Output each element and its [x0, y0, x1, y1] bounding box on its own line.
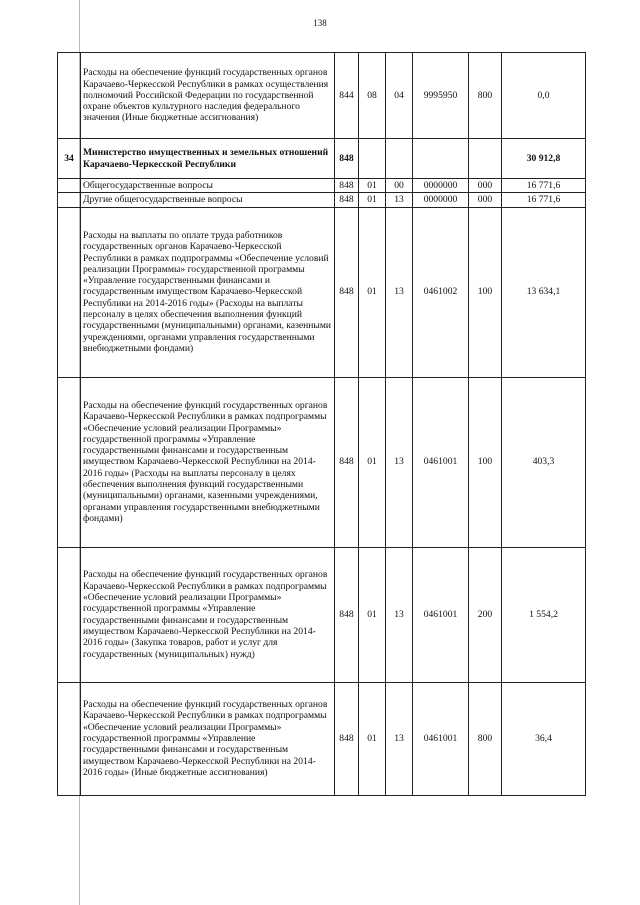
row-rz: 01: [359, 193, 386, 207]
row-vr: 800: [469, 53, 502, 139]
row-pr: 13: [386, 377, 413, 547]
row-sum: 1 554,2: [502, 547, 586, 682]
row-ved: 848: [335, 193, 359, 207]
row-csr: 0461001: [413, 547, 469, 682]
row-vr: 800: [469, 682, 502, 795]
row-number: [58, 207, 81, 377]
row-pr: 00: [386, 179, 413, 193]
row-pr: 13: [386, 547, 413, 682]
row-rz: 01: [359, 207, 386, 377]
row-csr: 0000000: [413, 193, 469, 207]
row-sum: 36,4: [502, 682, 586, 795]
row-csr: 0461002: [413, 207, 469, 377]
row-name: Министерство имущественных и земельных отношений Карачаево-Черкесской Республики: [81, 139, 335, 179]
table-row: [58, 179, 586, 193]
row-ved: 848: [335, 139, 359, 179]
row-sum: 16 771,6: [502, 193, 586, 207]
row-rz: [359, 139, 386, 179]
row-sum: 403,3: [502, 377, 586, 547]
row-sum: 13 634,1: [502, 207, 586, 377]
row-rz: 01: [359, 682, 386, 795]
row-csr: 0461001: [413, 377, 469, 547]
table-row: [58, 139, 586, 179]
row-sum: 0,0: [502, 53, 586, 139]
row-pr: 13: [386, 193, 413, 207]
row-ved: 848: [335, 547, 359, 682]
page-number: 138: [313, 18, 327, 28]
row-name: Расходы на обеспечение функций государственных органов Карачаево-Черкесской Республики в рамках осуществления полномочий Российской Федерации по государственной охране объектов культурного наследия федерального значения (Иные бюджетные ассигнования): [81, 53, 335, 139]
row-vr: 200: [469, 547, 502, 682]
row-number: [58, 377, 81, 547]
row-number: [58, 547, 81, 682]
row-ved: 848: [335, 377, 359, 547]
row-csr: [413, 139, 469, 179]
row-vr: 100: [469, 377, 502, 547]
row-csr: 0000000: [413, 179, 469, 193]
row-rz: 01: [359, 179, 386, 193]
row-pr: 13: [386, 682, 413, 795]
row-name: Общегосударственные вопросы: [81, 179, 335, 193]
row-ved: 844: [335, 53, 359, 139]
row-sum: 30 912,8: [502, 139, 586, 179]
row-csr: 0461001: [413, 682, 469, 795]
row-name: Расходы на обеспечение функций государственных органов Карачаево-Черкесской Республики в рамках подпрограммы «Обеспечение условий реализации Программы» государственной программы «Управление государственными финансами и государственным имуществом Карачаево-Черкесской Республики на 2014-2016 годы» (Закупка товаров, работ и услуг для государственных (муниципальных) нужд): [81, 547, 335, 682]
row-vr: [469, 139, 502, 179]
row-vr: 000: [469, 193, 502, 207]
row-number: [58, 179, 81, 193]
table-row: [58, 547, 586, 682]
row-name: Другие общегосударственные вопросы: [81, 193, 335, 207]
row-number: [58, 193, 81, 207]
row-rz: 01: [359, 377, 386, 547]
row-ved: 848: [335, 682, 359, 795]
row-pr: 04: [386, 53, 413, 139]
row-rz: 08: [359, 53, 386, 139]
row-pr: [386, 139, 413, 179]
row-name: Расходы на обеспечение функций государственных органов Карачаево-Черкесской Республики в рамках подпрограммы «Обеспечение условий реализации Программы» государственной программы «Управление государственными финансами и государственным имуществом Карачаево-Черкесской Республики на 2014-2016 годы» (Расходы на выплаты персоналу в целях обеспечения выполнения функций государственными (муниципальными) органами, казенными учреждениями, органами управления государственными внебюджетными фондами): [81, 377, 335, 547]
row-csr: 9995950: [413, 53, 469, 139]
row-vr: 100: [469, 207, 502, 377]
row-number: [58, 682, 81, 795]
table-row: [58, 377, 586, 547]
table-row: [58, 682, 586, 795]
table-row: [58, 53, 586, 139]
budget-table: [57, 52, 586, 796]
row-pr: 13: [386, 207, 413, 377]
row-ved: 848: [335, 207, 359, 377]
row-ved: 848: [335, 179, 359, 193]
row-name: Расходы на обеспечение функций государственных органов Карачаево-Черкесской Республики в рамках подпрограммы «Обеспечение условий реализации Программы» государственной программы «Управление государственными финансами и государственным имуществом Карачаево-Черкесской Республики на 2014-2016 годы» (Иные бюджетные ассигнования): [81, 682, 335, 795]
row-rz: 01: [359, 547, 386, 682]
row-sum: 16 771,6: [502, 179, 586, 193]
row-number: [58, 53, 81, 139]
row-number: 34: [58, 139, 81, 179]
table-row: [58, 193, 586, 207]
row-name: Расходы на выплаты по оплате труда работников государственных органов Карачаево-Черкесской Республики в рамках подпрограммы «Обеспечение условий реализации Программы» государственной программы «Управление государственными финансами и государственным имуществом Карачаево-Черкесской Республики на 2014-2016 годы» (Расходы на выплаты персоналу в целях обеспечения выполнения функций государственными (муниципальными) органами, казенными учреждениями, органами управления государственными внебюджетными фондами): [81, 207, 335, 377]
table-row: [58, 207, 586, 377]
row-vr: 000: [469, 179, 502, 193]
